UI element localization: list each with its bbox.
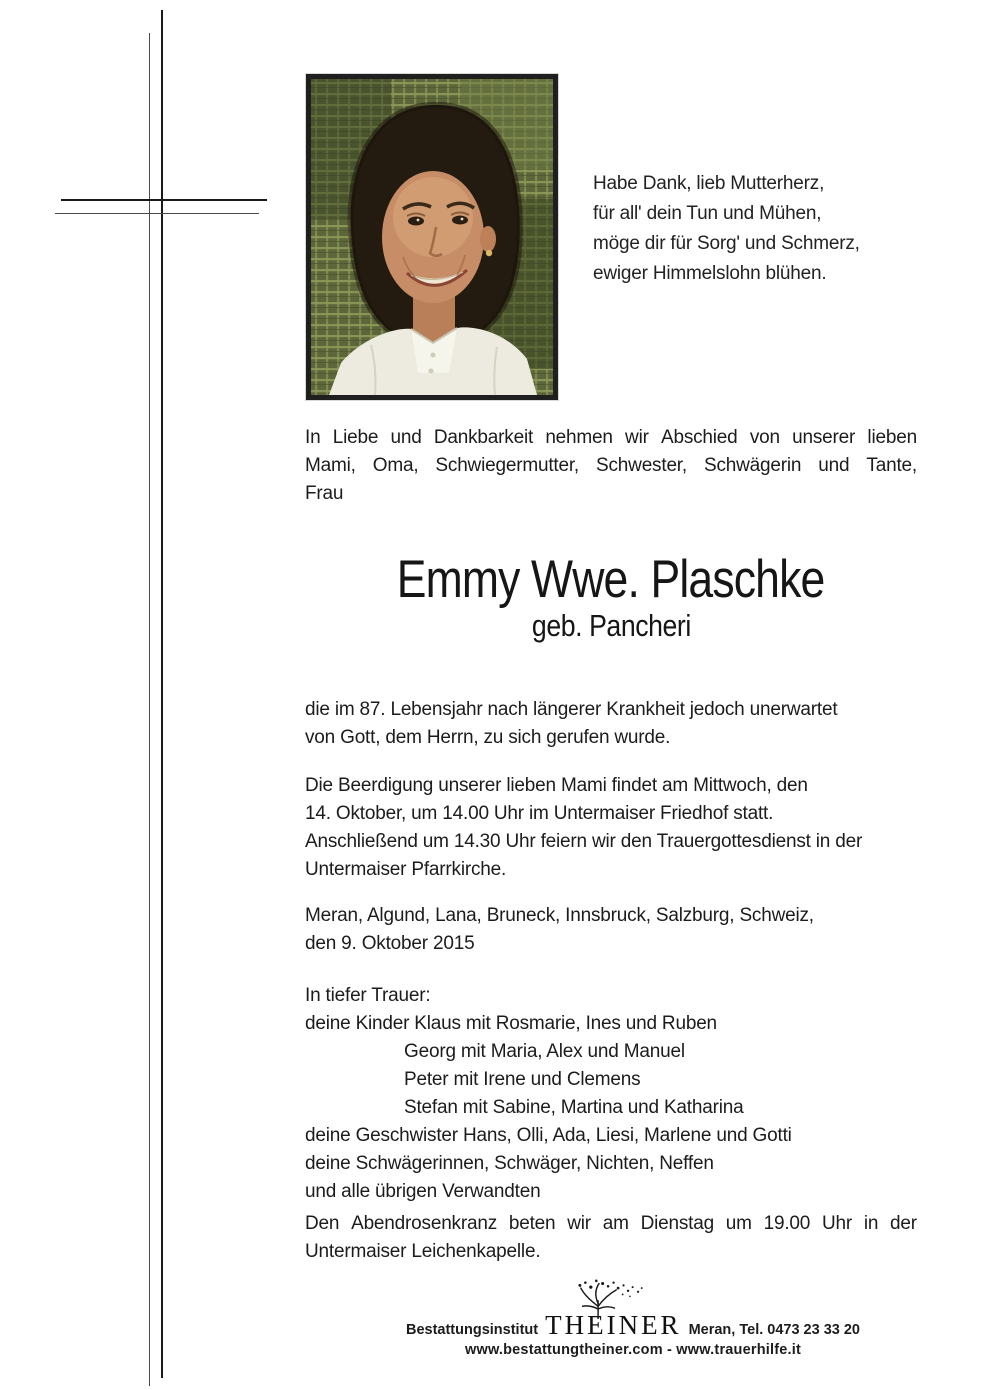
rosary-paragraph [305, 1210, 917, 1266]
poem-line: möge dir für Sorg' und Schmerz, [593, 233, 860, 254]
mourning-heading: In tiefer Trauer: [305, 985, 431, 1006]
funeral-line: Anschließend um 14.30 Uhr feiern wir den Trauergottesdienst in der [305, 831, 863, 852]
relatives-entry: deine Geschwister Hans, Olli, Ada, Liesi, Marlene und Gotti [305, 1125, 792, 1146]
brand-name [545, 1310, 681, 1341]
portrait-photo [306, 74, 558, 400]
tree-icon [571, 1279, 647, 1319]
funeral-line: 14. Oktober, um 14.00 Uhr im Untermaiser Friedhof statt. [305, 803, 774, 824]
cross-vertical-thin-line [149, 33, 150, 1386]
places-date-paragraph [305, 902, 917, 958]
portrait-photo-illustration [311, 79, 553, 395]
places-line: Meran, Algund, Lana, Bruneck, Innsbruck, Salzburg, Schweiz, [305, 905, 814, 926]
intro-line: In Liebe und Dankbarkeit nehmen wir Abschied von unserer lieben [305, 427, 917, 448]
funeral-home-footer [328, 1310, 938, 1358]
children-label: deine Kinder [305, 1013, 410, 1034]
deceased-name-block [305, 552, 917, 645]
rosary-line: Den Abendrosenkranz beten wir am Dienstag um 19.00 Uhr in der [305, 1213, 917, 1234]
death-note-line: die im 87. Lebensjahr nach längerer Krankheit jedoch unerwartet [305, 699, 838, 720]
death-note-paragraph [305, 696, 917, 752]
location-phone: Meran, Tel. 0473 23 33 20 [688, 1322, 861, 1338]
website-links: www.bestattungtheiner.com - www.trauerhilfe.it [464, 1342, 802, 1358]
mourning-list [305, 982, 917, 1206]
poem-line: Habe Dank, lieb Mutterherz, [593, 173, 825, 194]
child-entry: Klaus mit Rosmarie, Ines und Ruben [414, 1013, 717, 1034]
funeral-line: Die Beerdigung unserer lieben Mami findet am Mittwoch, den [305, 775, 808, 796]
mourning-children-line [305, 1010, 917, 1038]
maiden-name: geb. Pancheri [531, 608, 691, 643]
rosary-line: Untermaiser Leichenkapelle. [305, 1241, 541, 1262]
funeral-line: Untermaiser Pfarrkirche. [305, 859, 507, 880]
relatives-entry: und alle übrigen Verwandten [305, 1181, 541, 1202]
brand-text: THEINER [545, 1310, 682, 1340]
intro-paragraph [305, 424, 917, 508]
child-entry: Georg mit Maria, Alex und Manuel [404, 1041, 685, 1062]
funeral-paragraph [305, 772, 917, 884]
poem-line: für all' dein Tun und Mühen, [593, 203, 822, 224]
institute-label: Bestattungsinstitut [405, 1322, 539, 1338]
intro-line: Mami, Oma, Schwiegermutter, Schwester, Schwägerin und Tante, [305, 455, 917, 476]
poem-line: ewiger Himmelslohn blühen. [593, 263, 827, 284]
cross-horizontal-thick-line [61, 199, 267, 201]
cross-vertical-thick-line [161, 10, 163, 1378]
intro-line: Frau [305, 483, 344, 504]
poem [593, 169, 860, 289]
child-entry: Stefan mit Sabine, Martina und Katharina [404, 1097, 744, 1118]
death-note-line: von Gott, dem Herrn, zu sich gerufen wurde. [305, 727, 671, 748]
deceased-name: Emmy Wwe. Plaschke [397, 550, 825, 609]
date-line: den 9. Oktober 2015 [305, 933, 475, 954]
cross-horizontal-thin-line [55, 213, 259, 214]
child-entry: Peter mit Irene und Clemens [404, 1069, 641, 1090]
relatives-entry: deine Schwägerinnen, Schwäger, Nichten, Neffen [305, 1153, 714, 1174]
